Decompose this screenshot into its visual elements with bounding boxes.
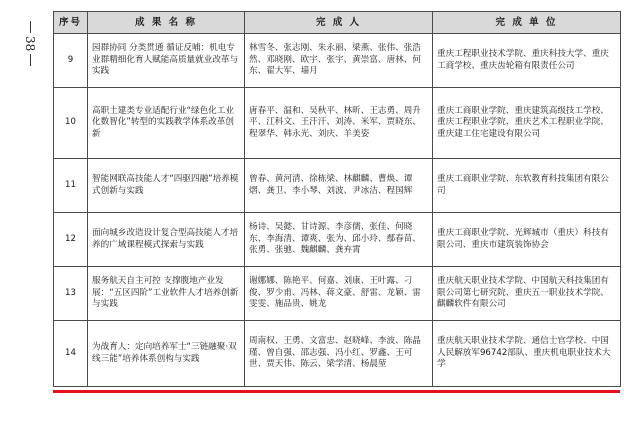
row-seq: 14 — [54, 321, 88, 387]
table-header-row — [54, 12, 621, 34]
row-completers: 杨诗、吴懿、甘诗源、李彦儒、张佳、何晓东、李海清、谭爽、张为、邱小玲、鄢春苗、张勇、张驰、魏麒麟、龚弃霄 — [245, 213, 433, 267]
table-row — [54, 213, 621, 267]
row-completers: 唐春平、温和、吴秋平、林昕、王志勇、周升平、江科文、王汗汗、刘涛、米军、贾晓东、程翠华、韩永光、刘庆、羊美姿 — [245, 88, 433, 159]
row-achievement-name: 服务航天自主可控 支撑腹地产业发展：“五区四阶”工业软件人才培养创新与实践 — [88, 267, 245, 321]
row-units: 重庆航天职业技术学院、通信士官学校、中国人民解放军96742部队、重庆机电职业技术大学 — [433, 321, 621, 387]
table-row — [54, 88, 621, 159]
row-completers: 周南权、王勇、文富忠、赵晓峰、李波、陈晶瑾、曾自强、邵志强、冯小红、罗鑫、王可世、贾天伟、陈云、梁学清、杨晨堃 — [245, 321, 433, 387]
row-completers: 曾春、黄河清、徐栋梁、林麒麟、曹焕、谭熠、龚卫、李小琴、刘波、尹冰洁、程国辉 — [245, 159, 433, 213]
row-achievement-name: 为战育人：定向培养军士“三链融聚·双线三能”培养体系创构与实践 — [88, 321, 245, 387]
row-completers: 谢娜娜、陈艳平、何嘉、刘康、王叶露、刁俊、罗少甫、冯林、蒋文豪、舒雷、龙颖、雷雯雯、施品贵、姚龙 — [245, 267, 433, 321]
row-completers: 林雪冬、张志刚、朱永丽、梁燕、张伟、张浩然、邓晓刚、欧宇、张宇、黄崇富、唐林、何东、翟大军、墙月 — [245, 34, 433, 88]
row-units: 重庆工商职业学院、光辉城市（重庆）科技有限公司、重庆市建筑装饰协会 — [433, 213, 621, 267]
row-seq: 10 — [54, 88, 88, 159]
row-units: 重庆工程职业技术学院、重庆科技大学、重庆工商学校、重庆齿轮箱有限责任公司 — [433, 34, 621, 88]
row-seq: 11 — [54, 159, 88, 213]
page-number-dash-top — [30, 21, 31, 33]
page-number-dash-bottom — [30, 54, 31, 66]
row-units: 重庆工商职业学院、重庆建筑高级技工学校、重庆工程职业学院、重庆艺术工程职业学院、重庆建工住宅建设有限公司 — [433, 88, 621, 159]
red-bottom-rule — [53, 390, 620, 393]
header-units: 完 成 单 位 — [433, 12, 621, 34]
row-achievement-name: 智能网联高技能人才“四驱四融”培养模式创新与实践 — [88, 159, 245, 213]
table-row — [54, 321, 621, 387]
row-achievement-name: 园群协同 分类贯通 循证反哺：机电专业群精细化育人赋能高质量就业改革与实践 — [88, 34, 245, 88]
row-seq: 9 — [54, 34, 88, 88]
row-achievement-name: 高职土建类专业适配行业“绿色化工业化数智化”转型的实践教学体系改革创新 — [88, 88, 245, 159]
row-units: 重庆工商职业学院、东软教育科技集团有限公司 — [433, 159, 621, 213]
header-name: 成 果 名 称 — [88, 12, 245, 34]
page-number-vertical — [22, 18, 38, 69]
table-row — [54, 34, 621, 88]
header-seq: 序号 — [54, 12, 88, 34]
page-number: 38 — [23, 36, 37, 52]
row-achievement-name: 面向城乡改造设计复合型高技能人才培养的广域课程模式探索与实践 — [88, 213, 245, 267]
table-row — [54, 159, 621, 213]
row-seq: 12 — [54, 213, 88, 267]
row-units: 重庆航天职业技术学院、中国航天科技集团有限公司第七研究院、重庆五一职业技术学院、麒麟软件有限公司 — [433, 267, 621, 321]
awards-table — [53, 11, 621, 387]
table-row — [54, 267, 621, 321]
row-seq: 13 — [54, 267, 88, 321]
header-people: 完 成 人 — [245, 12, 433, 34]
